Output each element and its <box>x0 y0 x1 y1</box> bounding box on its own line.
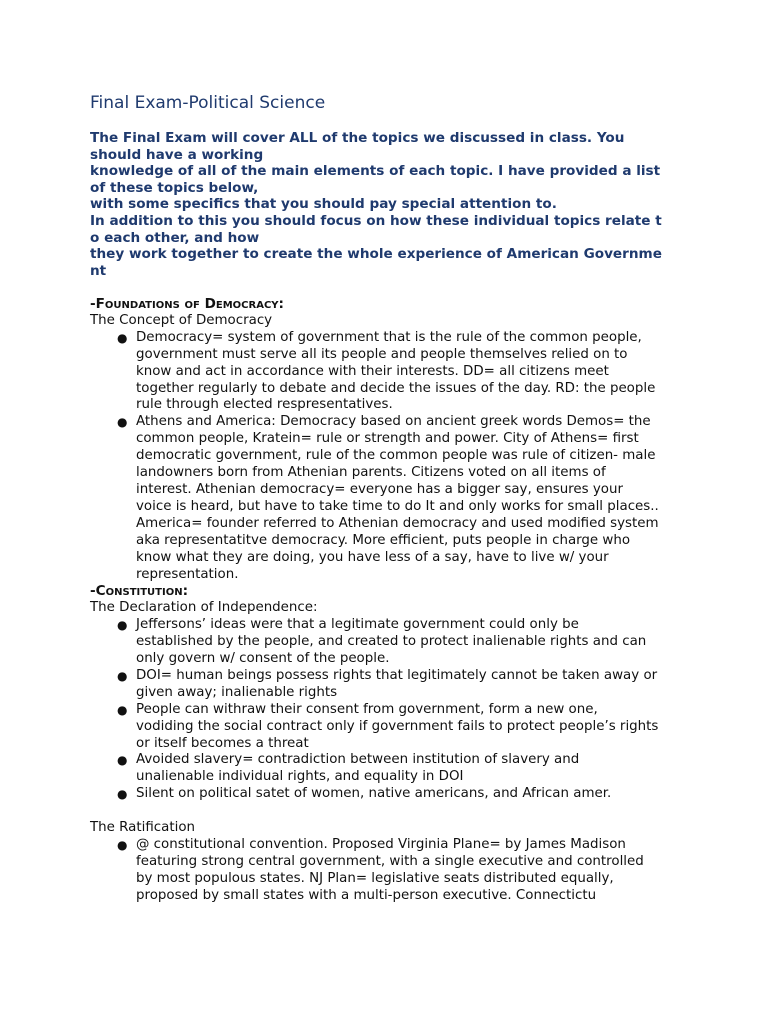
list-item <box>90 786 710 803</box>
bullet-list <box>90 837 710 905</box>
bullet-icon: ● <box>117 618 128 633</box>
bullet-line: established by the people, and created to protect inalienable rights and can <box>136 634 647 650</box>
bullet-line: representation. <box>136 566 239 582</box>
intro-line: The Final Exam will cover ALL of the topics we discussed in class. You <box>90 130 625 146</box>
intro-line: knowledge of all of the main elements of each topic. I have provided a list <box>90 163 661 180</box>
list-item <box>90 617 710 668</box>
bullet-line: given away; inalienable rights <box>136 684 338 700</box>
list-item <box>90 837 710 905</box>
bullet-icon: ● <box>117 330 128 345</box>
bullet-line: Athens and America: Democracy based on ancient greek words Demos= the <box>136 414 651 430</box>
section-heading: -Constitution: <box>90 583 189 600</box>
bullet-line: aka representatitve democracy. More efficient, puts people in charge who <box>136 532 631 548</box>
bullet-line: Democracy= system of government that is the rule of the common people, <box>136 329 642 345</box>
bullet-icon: ● <box>117 668 128 683</box>
bullet-line: Silent on political satet of women, native americans, and African amer. <box>136 786 612 802</box>
intro-line: should have a working <box>90 146 264 163</box>
bullet-line: featuring strong central government, with a single executive and controlled <box>136 854 644 869</box>
list-item <box>90 752 710 786</box>
bullet-line: democratic government, rule of the common people was rule of citizen- male <box>136 448 656 464</box>
bullet-line: government must serve all its people and people themselves relied on to <box>136 346 628 362</box>
bullet-line: or itself becomes a threat <box>136 735 309 751</box>
bullet-icon: ● <box>117 787 128 802</box>
bullet-line: @ constitutional convention. Proposed Virginia Plane= by James Madison <box>136 837 626 853</box>
bullet-line: America= founder referred to Athenian democracy and used modified system <box>136 515 659 531</box>
section-subheading: The Concept of Democracy <box>90 312 273 328</box>
bullet-line: People can withraw their consent from government, form a new one, <box>136 701 598 717</box>
bullet-line: know and act in accordance with their interests. DD= all citizens meet <box>136 363 609 379</box>
list-item <box>90 702 710 753</box>
intro-line: of these topics below, <box>90 179 259 196</box>
bullet-line: proposed by small states with a multi-person executive. Connectictu <box>136 887 597 903</box>
bullet-line: together regularly to debate and decide the issues of the day. RD: the people <box>136 380 656 396</box>
bullet-line: Avoided slavery= contradiction between institution of slavery and <box>136 752 580 768</box>
bullet-line: DOI= human beings possess rights that legitimately cannot be taken away or <box>136 667 658 683</box>
intro-line: nt <box>90 262 107 279</box>
list-item <box>90 414 710 583</box>
intro-line: o each other, and how <box>90 229 260 246</box>
section-subheading: The Declaration of Independence: <box>90 600 318 616</box>
bullet-line: unalienable individual rights, and equality in DOI <box>136 769 464 785</box>
intro-paragraph <box>90 130 690 279</box>
intro-line: they work together to create the whole experience of American Governme <box>90 246 662 263</box>
bullet-list <box>90 330 710 584</box>
bullet-line: voice is heard, but have to take time to do It and only works for small places.. <box>136 498 659 514</box>
list-item <box>90 668 710 702</box>
intro-line: with some specifics that you should pay special attention to. <box>90 196 557 213</box>
bullet-line: vodiding the social contract only if government fails to protect people’s rights <box>136 718 659 734</box>
bullet-line: rule through elected respresentatives. <box>136 397 393 413</box>
list-item <box>90 330 710 415</box>
bullet-line: Jeffersons’ ideas were that a legitimate government could only be <box>136 617 579 633</box>
section-heading: -Foundations of Democracy: <box>90 296 284 312</box>
bullet-line: landowners born from Athenian parents. Citizens voted on all items of <box>136 465 606 481</box>
document-title: Final Exam-Political Science <box>90 93 326 113</box>
intro-line: In addition to this you should focus on how these individual topics relate t <box>90 212 662 229</box>
bullet-line: only govern w/ consent of the people. <box>136 651 390 667</box>
bullet-icon: ● <box>117 838 128 853</box>
bullet-line: by most populous states. NJ Plan= legislative seats distributed equally, <box>136 870 614 886</box>
bullet-line: know what they are doing, you have less of a say, have to live w/ your <box>136 549 609 565</box>
bullet-line: interest. Athenian democracy= everyone has a bigger say, ensures your <box>136 481 623 497</box>
bullet-icon: ● <box>117 415 128 430</box>
section-foundations <box>90 296 710 905</box>
bullet-line: common people, Kratein= rule or strength and power. City of Athens= first <box>136 431 639 447</box>
bullet-list <box>90 617 710 803</box>
section-subheading: The Ratification <box>90 820 195 836</box>
bullet-icon: ● <box>117 753 128 768</box>
bullet-icon: ● <box>117 702 128 717</box>
